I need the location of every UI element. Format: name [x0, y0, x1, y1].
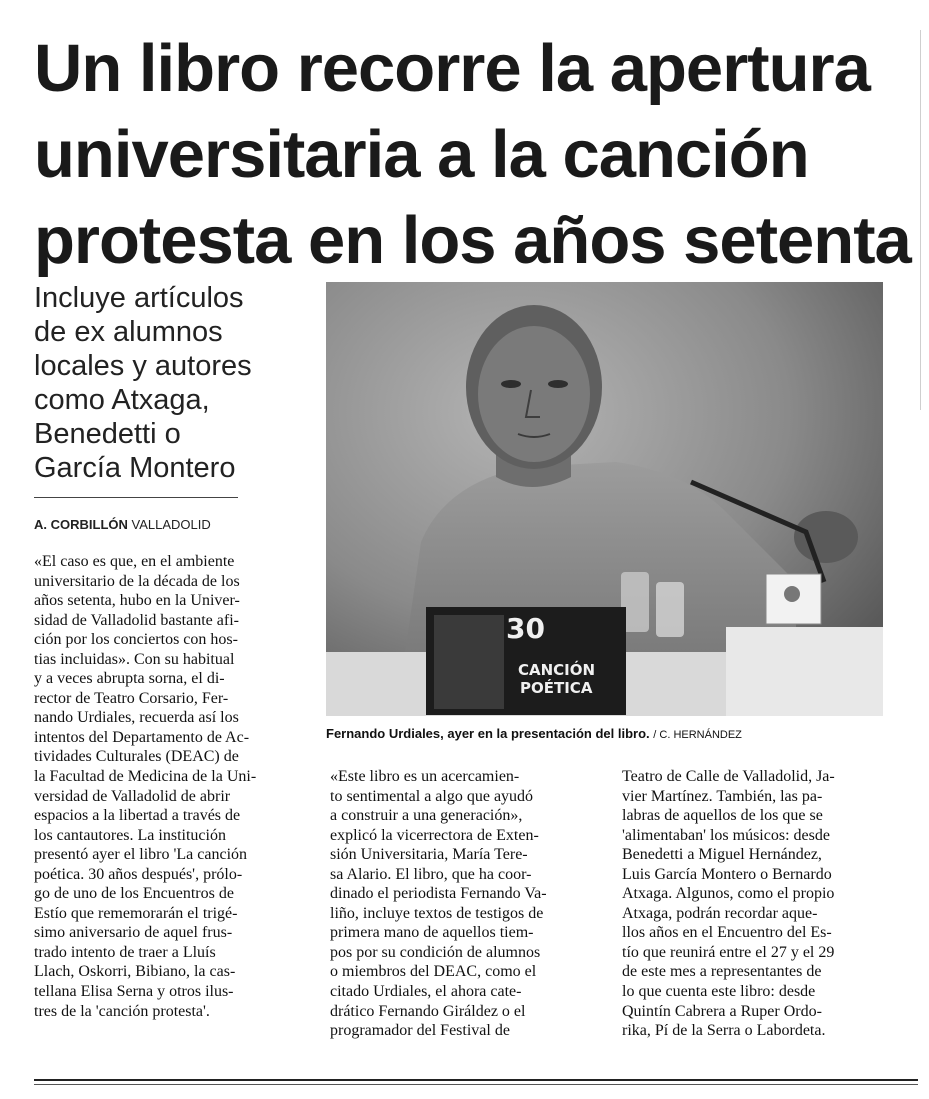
body-line: «Este libro es un acercamien- — [330, 768, 520, 785]
subheadline-line: locales y autores — [34, 350, 252, 382]
body-line: y a veces abrupta sorna, el di- — [34, 670, 225, 688]
body-line: simo aniversario de aquel frus- — [34, 924, 233, 942]
photo-caption — [326, 726, 886, 741]
body-line: trado intento de traer a Lluís — [34, 943, 216, 961]
headline — [34, 26, 911, 284]
byline — [34, 517, 211, 532]
subheadline-line: como Atxaga, — [34, 384, 210, 416]
news-photo — [326, 282, 883, 716]
subheadline-line: Benedetti o — [34, 418, 181, 450]
bottom-divider — [34, 1079, 918, 1081]
body-line: programador del Festival de — [330, 1022, 510, 1040]
body-line: presentó ayer el libro 'La canción — [34, 846, 248, 864]
body-line: la Facultad de Medicina de la Uni- — [34, 768, 257, 786]
byline-author: A. CORBILLÓN — [34, 517, 128, 532]
body-line: universitario de la década de los — [34, 572, 240, 590]
body-line: ción por los conciertos con hos- — [34, 631, 238, 649]
body-line: tres de la 'canción protesta'. — [34, 1002, 210, 1020]
headline-line: protesta en los años setenta — [34, 203, 911, 278]
body-line: sidad de Valladolid bastante afi- — [34, 611, 239, 629]
body-line: sa Alario. El libro, que ha coor- — [330, 865, 532, 883]
body-line: 'alimentaban' los músicos: desde — [622, 826, 830, 844]
body-line: drático Fernando Giráldez o el — [330, 1002, 526, 1020]
body-line: tividades Culturales (DEAC) de — [34, 748, 239, 766]
body-line: Llach, Oskorri, Bibiano, la cas- — [34, 963, 236, 981]
body-line: primera mano de aquellos tiem- — [330, 924, 534, 942]
subheadline-line: García Montero — [34, 452, 236, 484]
body-line: go de uno de los Encuentros de — [34, 885, 234, 903]
body-line: Quintín Cabrera a Ruper Ordo- — [622, 1002, 822, 1020]
byline-location: VALLADOLID — [131, 517, 211, 532]
body-line: o miembros del DEAC, como el — [330, 963, 537, 981]
body-column-2 — [330, 767, 600, 1041]
body-line: intentos del Departamento de Ac- — [34, 728, 250, 746]
body-line: nando Urdiales, recuerda así los — [34, 709, 239, 727]
body-line: años setenta, hubo en la Univer- — [34, 592, 240, 610]
book-cover-title-line1: CANCIÓN — [518, 661, 596, 679]
body-line: a construir a una generación», — [330, 807, 523, 825]
photo-credit: / C. HERNÁNDEZ — [653, 729, 742, 741]
body-line: labras de aquellos de los que se — [622, 807, 823, 825]
body-line: Atxaga. Algunos, como el propio — [622, 885, 835, 903]
body-line: los cantautores. La institución — [34, 826, 226, 844]
body-line: Luis García Montero o Bernardo — [622, 865, 832, 883]
body-line: llos años en el Encuentro del Es- — [622, 924, 832, 942]
body-line: rector de Teatro Corsario, Fer- — [34, 689, 229, 707]
bottom-divider-thin — [34, 1084, 918, 1085]
body-column-1 — [34, 552, 308, 1021]
body-line: Teatro de Calle de Valladolid, Ja- — [622, 768, 835, 785]
body-line: lo que cuenta este libro: desde — [622, 983, 816, 1001]
subheadline — [34, 281, 294, 485]
body-line: dinado el periodista Fernando Va- — [330, 885, 547, 903]
book-cover-number: 30 — [506, 612, 545, 645]
body-line: explicó la vicerrectora de Exten- — [330, 826, 539, 844]
body-column-3 — [622, 767, 894, 1041]
body-line: Benedetti a Miguel Hernández, — [622, 846, 822, 864]
body-line: citado Urdiales, el ahora cate- — [330, 983, 522, 1001]
body-line: sión Universitaria, María Tere- — [330, 846, 528, 864]
subheadline-line: Incluye artículos — [34, 282, 244, 314]
headline-line: Un libro recorre la apertura — [34, 31, 870, 106]
body-line: to sentimental a algo que ayudó — [330, 787, 534, 805]
body-line: espacios a la libertad a través de — [34, 807, 241, 825]
subheadline-divider — [34, 497, 238, 498]
body-line: tias incluidas». Con su habitual — [34, 650, 235, 668]
body-line: de este mes a representantes de — [622, 963, 822, 981]
headline-line: universitaria a la canción — [34, 117, 809, 192]
body-line: vier Martínez. También, las pa- — [622, 787, 823, 805]
body-line: Atxaga, podrán recordar aque- — [622, 904, 818, 922]
body-line: Estío que rememorarán el trigé- — [34, 904, 238, 922]
body-line: poética. 30 años después', prólo- — [34, 865, 243, 883]
subheadline-line: de ex alumnos — [34, 316, 223, 348]
body-line: liño, incluye textos de testigos de — [330, 904, 544, 922]
body-line: «El caso es que, en el ambiente — [34, 553, 235, 570]
body-line: tellana Elisa Serna y otros ilus- — [34, 983, 234, 1001]
body-line: pos por su condición de alumnos — [330, 943, 541, 961]
page-edge-line — [920, 30, 921, 410]
body-line: tío que reunirá entre el 27 y el 29 — [622, 943, 835, 961]
body-line: versidad de Valladolid de abrir — [34, 787, 231, 805]
book-cover-title-line2: POÉTICA — [520, 679, 593, 697]
body-line: rika, Pí de la Serra o Labordeta. — [622, 1022, 826, 1040]
caption-text: Fernando Urdiales, ayer en la presentación del libro. — [326, 726, 650, 741]
